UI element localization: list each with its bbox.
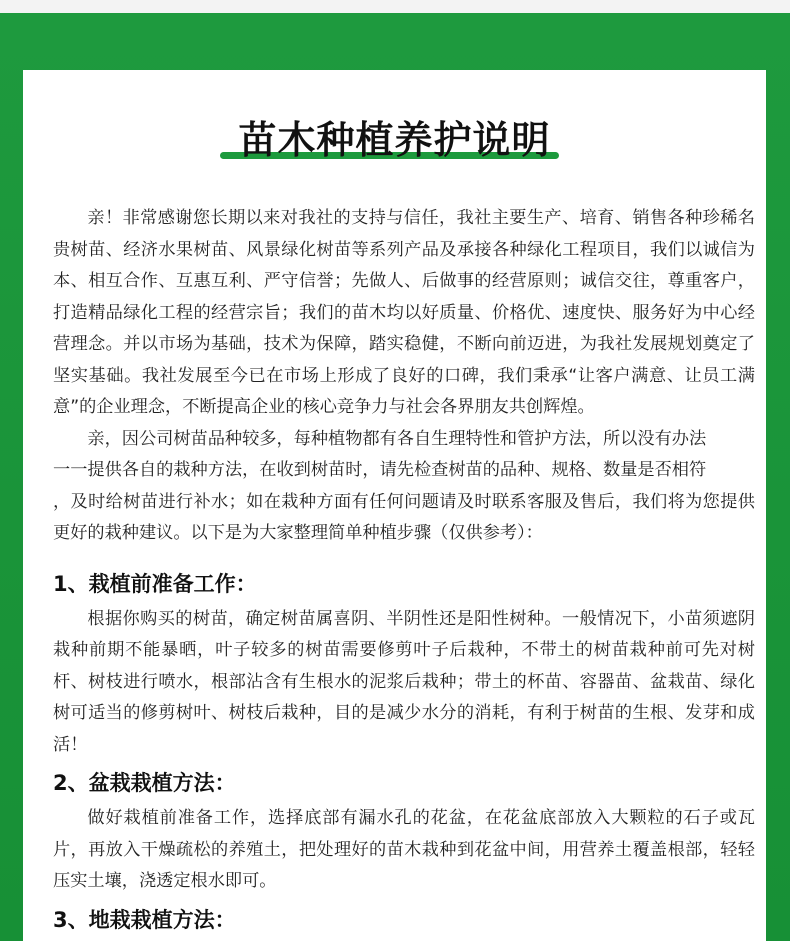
article-body: [53, 203, 755, 940]
title-wrap: [23, 116, 766, 164]
page-title: 苗木种植养护说明: [238, 118, 551, 162]
top-strip: [0, 0, 790, 13]
section-body: 根据你购买的树苗，确定树苗属喜阴、半阴性还是阳性树种。一般情况下，小苗须遮阴栽种前期不能暴晒，叶子较多的树苗需要修剪叶子后栽种，不带土的树苗栽种前可先对树杆、树枝进行喷水，根部沾含有生根水的泥浆后栽种；带土的杯苗、容器苗、盆栽苗、绿化树可适当的修剪树叶、树枝后栽种，目的是减少水分的消耗，有利于树苗的生根、发芽和成活！: [53, 608, 755, 755]
section-heading: 2、盆栽栽植方法：: [53, 771, 236, 795]
section-heading: 1、栽植前准备工作：: [53, 571, 257, 596]
section-heading: 3、地栽栽植方法：: [53, 907, 236, 932]
content-panel: [23, 70, 766, 941]
intro-paragraph: 亲！非常感谢您长期以来对我社的支持与信任，我社主要生产、培育、销售各种珍稀名贵树苗、经济水果树苗、风景绿化树苗等系列产品及承接各种绿化工程项目，我们以诚信为本、相互合作、互惠互利、严守信誉；先做人、后做事的经营原则；诚信交往，尊重客户，打造精品绿化工程的经营宗旨；我们的苗木均以好质量、价格优、速度快、服务好为中心经营理念。并以市场为基础，技术为保障，踏实稳健，不断向前迈进，为我社发展规划奠定了坚实基础。我社发展至今已在市场上形成了良好的口碑，我们秉承“让客户满意、让员工满意”的企业理念，不断提高企业的核心竞争力与社会各界朋友共创辉煌。: [53, 208, 755, 417]
intro-paragraph: ，及时给树苗进行补水；如在栽种方面有任何问题请及时联系客服及售后，我们将为您提供更好的栽种建议。以下是为大家整理简单种植步骤（仅供参考）：: [53, 491, 755, 543]
intro-paragraph: 一一提供各自的栽种方法，在收到树苗时，请先检查树苗的品种、规格、数量是否相符: [53, 460, 707, 480]
section-body: 做好栽植前准备工作，选择底部有漏水孔的花盆，在花盆底部放入大颗粒的石子或瓦片，再放入干燥疏松的养殖土，把处理好的苗木栽种到花盆中间，用营养土覆盖根部，轻轻压实土壤，浇透定根水即可。: [53, 808, 755, 891]
intro-paragraph: 亲，因公司树苗品种较多，每种植物都有各自生理特性和管护方法，所以没有办法: [87, 428, 707, 449]
